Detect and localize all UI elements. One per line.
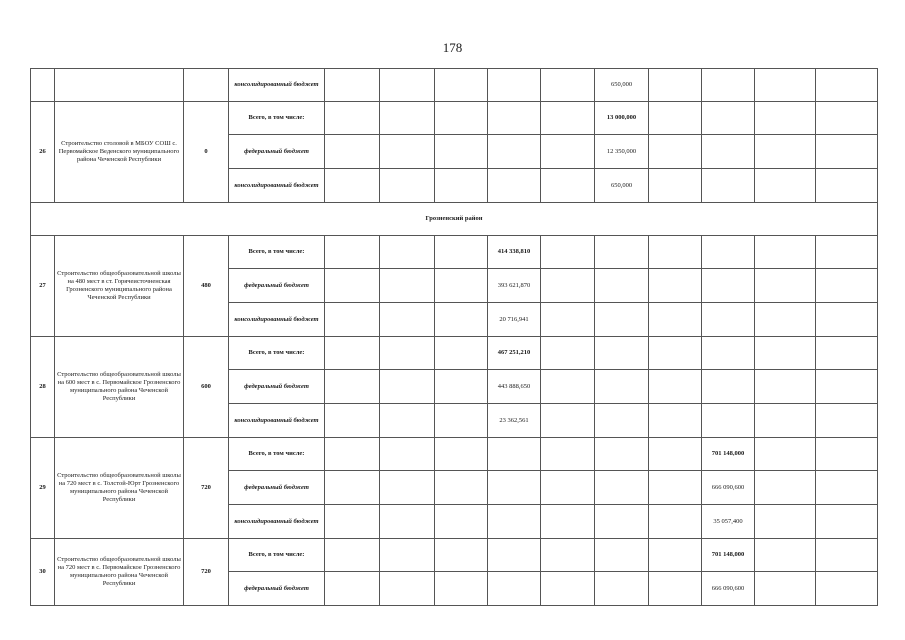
- federal-budget-label: федеральный бюджет: [229, 269, 325, 303]
- object-name: Строительство общеобразовательной школы на 720 мест в с. Толстой-Юрт Грозненского муниципального района Чеченской Республики: [55, 438, 184, 539]
- federal-budget-label: федеральный бюджет: [229, 572, 325, 606]
- value-cell: 20 716,941: [488, 303, 541, 337]
- row-number: 29: [31, 438, 55, 539]
- value-cell: 666 090,600: [702, 471, 755, 505]
- value-cell: 414 338,810: [488, 236, 541, 269]
- row-number: 30: [31, 539, 55, 606]
- value-cell: 12 350,000: [595, 135, 649, 169]
- federal-budget-label: федеральный бюджет: [229, 370, 325, 404]
- total-label: Всего, в том числе:: [229, 236, 325, 269]
- capacity: 720: [184, 539, 229, 606]
- row-number: 28: [31, 337, 55, 438]
- object-name: Строительство столовой в МБОУ СОШ с. Первомайское Веденского муниципального района Чеченской Республики: [55, 102, 184, 203]
- value-cell: 666 090,600: [702, 572, 755, 606]
- capacity: 720: [184, 438, 229, 539]
- value-cell: 443 888,650: [488, 370, 541, 404]
- table-row: [31, 337, 878, 370]
- page-number: 178: [442, 40, 463, 55]
- value-cell: 23 362,561: [488, 404, 541, 438]
- table-row: [31, 102, 878, 135]
- object-name: Строительство общеобразовательной школы на 600 мест в с. Первомайское Грозненского муниципального района Чеченской Республики: [55, 337, 184, 438]
- federal-budget-label: федеральный бюджет: [229, 135, 325, 169]
- value-cell: 701 148,000: [702, 539, 755, 572]
- capacity: 480: [184, 236, 229, 337]
- consolidated-budget-label: консолидированный бюджет: [229, 303, 325, 337]
- value-cell: 13 000,000: [595, 102, 649, 135]
- total-label: Всего, в том числе:: [229, 539, 325, 572]
- object-name: Строительство общеобразовательной школы на 480 мест в ст. Горячеисточненская Грозненского муниципального района Чеченской Республики: [55, 236, 184, 337]
- consolidated-budget-label: консолидированный бюджет: [229, 404, 325, 438]
- table-row-continuation: [31, 69, 878, 102]
- total-label: Всего, в том числе:: [229, 102, 325, 135]
- value-cell: 393 621,870: [488, 269, 541, 303]
- value-cell: 35 057,400: [702, 505, 755, 539]
- row-number: 26: [31, 102, 55, 203]
- value-cell: 701 148,000: [702, 438, 755, 471]
- total-label: Всего, в том числе:: [229, 438, 325, 471]
- value-cell: 650,000: [595, 69, 649, 102]
- consolidated-budget-label: консолидированный бюджет: [229, 69, 325, 102]
- value-cell: 650,000: [595, 169, 649, 203]
- object-name: Строительство общеобразовательной школы на 720 мест в с. Первомайское Грозненского муниципального района Чеченской Республики: [55, 539, 184, 606]
- district-heading: Грозненский район: [31, 203, 878, 236]
- row-number: 27: [31, 236, 55, 337]
- district-row: [31, 203, 878, 236]
- table-row: [31, 236, 878, 269]
- consolidated-budget-label: консолидированный бюджет: [229, 169, 325, 203]
- consolidated-budget-label: консолидированный бюджет: [229, 505, 325, 539]
- capacity: 600: [184, 337, 229, 438]
- table-row: [31, 539, 878, 572]
- table-row: [31, 438, 878, 471]
- federal-budget-label: федеральный бюджет: [229, 471, 325, 505]
- capacity: 0: [184, 102, 229, 203]
- total-label: Всего, в том числе:: [229, 337, 325, 370]
- budget-table: [30, 68, 878, 606]
- value-cell: 467 251,210: [488, 337, 541, 370]
